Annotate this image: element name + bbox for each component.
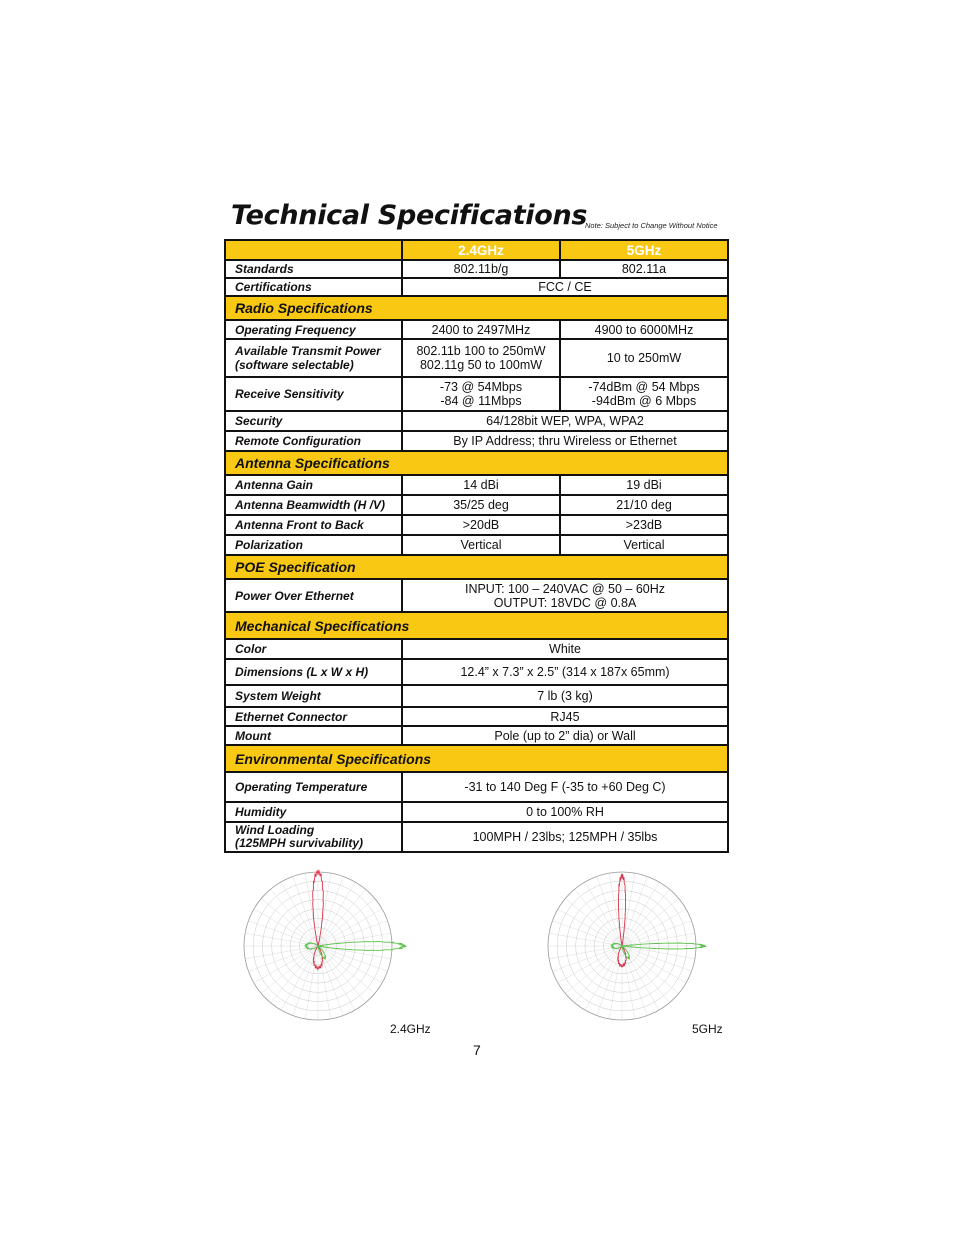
row-value-line: -84 @ 11Mbps <box>440 394 522 408</box>
row-value: 802.11b/g <box>402 260 560 278</box>
change-notice: Note: Subject to Change Without Notice <box>585 221 718 230</box>
row-value: 802.11a <box>560 260 728 278</box>
band-24ghz-header: 2.4GHz <box>402 240 560 260</box>
row-value: >23dB <box>560 515 728 535</box>
section-title: Antenna Specifications <box>225 451 728 475</box>
table-row <box>225 475 728 495</box>
row-value: 10 to 250mW <box>560 339 728 377</box>
row-value: Vertical <box>560 535 728 555</box>
section-title: Environmental Specifications <box>225 745 728 772</box>
table-row <box>225 320 728 339</box>
section-title: POE Specification <box>225 555 728 579</box>
row-value <box>560 377 728 411</box>
row-value: 0 to 100% RH <box>402 802 728 822</box>
row-label: Certifications <box>225 278 402 296</box>
row-value-line: INPUT: 100 – 240VAC @ 50 – 60Hz <box>464 581 666 596</box>
section-header <box>225 296 728 320</box>
section-header <box>225 612 728 639</box>
table-row <box>225 339 728 377</box>
row-label: System Weight <box>225 685 402 707</box>
row-value: 64/128bit WEP, WPA, WPA2 <box>402 411 728 431</box>
row-value-line: -94dBm @ 6 Mbps <box>591 394 697 408</box>
table-row <box>225 495 728 515</box>
row-value: FCC / CE <box>402 278 728 296</box>
row-label <box>225 339 402 377</box>
row-label <box>225 822 402 852</box>
table-row <box>225 707 728 726</box>
table-row <box>225 431 728 451</box>
table-row <box>225 579 728 612</box>
section-title: Radio Specifications <box>225 296 728 320</box>
row-value-line: 802.11g 50 to 100mW <box>419 358 543 372</box>
row-label: Antenna Beamwidth (H /V) <box>225 495 402 515</box>
band-5ghz-header: 5GHz <box>560 240 728 260</box>
row-value: By IP Address; thru Wireless or Ethernet <box>402 431 728 451</box>
row-value: 100MPH / 23lbs; 125MPH / 35lbs <box>402 822 728 852</box>
row-value-line: 802.11b 100 to 250mW <box>416 344 546 358</box>
row-value: 35/25 deg <box>402 495 560 515</box>
row-label: Remote Configuration <box>225 431 402 451</box>
row-label: Humidity <box>225 802 402 822</box>
row-value <box>402 377 560 411</box>
table-row <box>225 260 728 278</box>
row-label: Mount <box>225 726 402 745</box>
row-value: 14 dBi <box>402 475 560 495</box>
row-label: Antenna Front to Back <box>225 515 402 535</box>
table-row <box>225 822 728 852</box>
plot-label-24ghz: 2.4GHz <box>390 1022 431 1036</box>
table-row <box>225 659 728 685</box>
table-row <box>225 535 728 555</box>
row-value: Pole (up to 2” dia) or Wall <box>402 726 728 745</box>
table-row <box>225 411 728 431</box>
row-label-line: Available Transmit Power <box>235 344 381 358</box>
row-label: Polarization <box>225 535 402 555</box>
radiation-pattern-5ghz <box>530 858 720 1043</box>
row-value: >20dB <box>402 515 560 535</box>
spec-table <box>224 239 729 853</box>
table-row <box>225 639 728 659</box>
row-value: 4900 to 6000MHz <box>560 320 728 339</box>
row-value-line: OUTPUT: 18VDC @ 0.8A <box>493 595 637 610</box>
table-row <box>225 802 728 822</box>
row-value: -31 to 140 Deg F (-35 to +60 Deg C) <box>402 772 728 802</box>
page-title: Technical Specifications <box>231 200 588 231</box>
row-value: Vertical <box>402 535 560 555</box>
row-label: Standards <box>225 260 402 278</box>
radiation-pattern-24ghz <box>226 858 416 1043</box>
row-label: Dimensions (L x W x H) <box>225 659 402 685</box>
row-label: Operating Temperature <box>225 772 402 802</box>
table-row <box>225 772 728 802</box>
section-header <box>225 745 728 772</box>
row-value: White <box>402 639 728 659</box>
row-value: RJ45 <box>402 707 728 726</box>
row-label: Operating Frequency <box>225 320 402 339</box>
row-value: 12.4” x 7.3” x 2.5” (314 x 187x 65mm) <box>402 659 728 685</box>
row-label: Receive Sensitivity <box>225 377 402 411</box>
row-label: Ethernet Connector <box>225 707 402 726</box>
band-header-blank <box>225 240 402 260</box>
row-value <box>402 579 728 612</box>
table-row <box>225 726 728 745</box>
row-label-line: Wind Loading <box>235 823 315 837</box>
row-label: Antenna Gain <box>225 475 402 495</box>
table-row <box>225 515 728 535</box>
table-row <box>225 377 728 411</box>
row-value: 19 dBi <box>560 475 728 495</box>
row-value-line: -73 @ 54Mbps <box>439 380 523 394</box>
row-label-line: (125MPH survivability) <box>235 836 364 850</box>
section-title: Mechanical Specifications <box>225 612 728 639</box>
row-value: 2400 to 2497MHz <box>402 320 560 339</box>
band-header-row <box>225 240 728 260</box>
plot-label-5ghz: 5GHz <box>692 1022 723 1036</box>
row-label-line: (software selectable) <box>235 358 354 372</box>
row-value: 7 lb (3 kg) <box>402 685 728 707</box>
section-header <box>225 555 728 579</box>
section-header <box>225 451 728 475</box>
row-label: Security <box>225 411 402 431</box>
row-value-line: -74dBm @ 54 Mbps <box>588 380 700 394</box>
row-value: 21/10 deg <box>560 495 728 515</box>
table-row <box>225 685 728 707</box>
row-label: Color <box>225 639 402 659</box>
page-number: 7 <box>473 1042 481 1058</box>
row-value <box>402 339 560 377</box>
row-label: Power Over Ethernet <box>225 579 402 612</box>
table-row <box>225 278 728 296</box>
